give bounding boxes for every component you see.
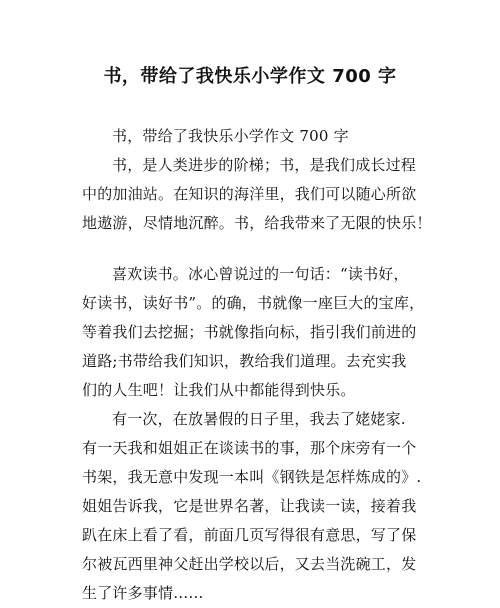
paragraph-line: 生了许多事情…… (82, 584, 204, 602)
document-title: 书，带给了我快乐小学作文 700 字 (103, 66, 397, 87)
paragraph-line: 趴在床上看了看，前面几页写得很有意思，写了保 (82, 526, 417, 544)
paragraph-line: 书，带给了我快乐小学作文 700 字 (112, 127, 349, 145)
paragraph-line: 道路;书带给我们知识，教给我们道理。去充实我 (82, 352, 407, 370)
paragraph-line: 尔被瓦西里神父赶出学校以后，又去当洗碗工，发 (82, 555, 417, 573)
paragraph-spacer (82, 238, 432, 260)
paragraph-line: 有一次，在放暑假的日子里，我去了姥姥家. (112, 410, 406, 428)
paragraph-line: 喜欢读书。冰心曾说过的一句话：“读书好， (112, 265, 409, 283)
paragraph-4 (82, 405, 432, 608)
paragraph-line: 们的人生吧！让我们从中都能得到快乐。 (82, 381, 356, 399)
paragraph-line: 姐姐告诉我，它是世界名著，让我读一读，接着我 (82, 497, 417, 515)
paragraph-line: 书，是人类进步的阶梯；书，是我们成长过程 (112, 156, 417, 174)
paragraph-line: 中的加油站。在知识的海洋里，我们可以随心所欲 (82, 185, 417, 203)
paragraph-line: 等着我们去挖掘；书就像指向标，指引我们前进的 (82, 323, 417, 341)
paragraph-2 (82, 151, 432, 238)
paragraph-line: 有一天我和姐姐正在谈读书的事，那个床旁有一个 (82, 439, 417, 457)
document-body (82, 122, 432, 608)
paragraph-line: 书架，我无意中发现一本叫《钢铁是怎样炼成的》. (82, 468, 422, 486)
paragraph-line: 地遨游，尽情地沉醉。书，给我带来了无限的快乐！ (82, 214, 432, 232)
paragraph-line: 好读书，读好书”。的确，书就像一座巨大的宝库， (82, 294, 425, 312)
paragraph-3 (82, 260, 432, 405)
paragraph-1 (82, 122, 432, 151)
